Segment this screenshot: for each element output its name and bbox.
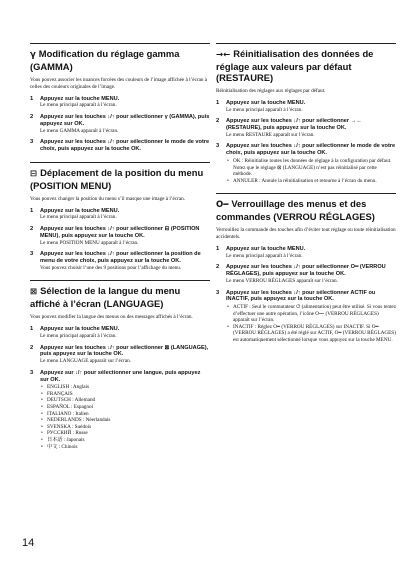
list-item: • ITALIANO : Italien [40, 411, 210, 418]
section-rule [216, 43, 396, 44]
menu-position-step-2: 2 Appuyez sur les touches ↓/↑ pour sélectionner ⊟ (POSITION MENU), puis appuyez sur la touche OK. Le menu POSITION MENU apparaît à l’écran. [30, 225, 200, 246]
language-list [40, 384, 210, 450]
restore-step-3: 3 Appuyez sur les touches ↓/↑ pour sélectionner le mode de votre choix, puis appuyez sur la touche OK. • OK : Réinitialise toutes les données de réglage à la configuration par défaut. Notez que le réglage ⊠ (LANGUAGE) n’est pas réinitialisé par cette méthode. • ANNULER : Annule la réinitialisation et retourne à l’écran du menu. [216, 143, 396, 184]
lock-heading [216, 198, 396, 222]
restore-title: Réinitialisation des données de réglage aux valeurs par défaut (RESTAURE) [216, 48, 374, 83]
menu-position-title: Déplacement de la position du menu (POSITION MENU) [30, 166, 204, 191]
right-column [216, 43, 396, 353]
language-step-3: 3 Appuyez sur ↓/↑ pour sélectionner une langue, puis appuyez sur OK. • ENGLISH : Anglais • FRANÇAIS • DEUTSCH : Allemand • ESPAÑOL : Espagnol • ITALIANO : Italien • NEDERLANDS : Néerlandais • SVENSKA : Suédois • РУССКИЙ : Russe • 日本語 : Japonais • 中文 : Chinois [30, 370, 210, 451]
list-item: • NEDERLANDS : Néerlandais [40, 417, 210, 424]
gamma-step-1: 1 Appuyez sur la touche MENU. Le menu principal apparaît à l’écran. [30, 95, 120, 109]
lock-title: Verrouillage des menus et des commandes (VERROU RÉGLAGES) [216, 198, 375, 223]
list-item: • ESPAÑOL : Espagnol [40, 404, 210, 411]
list-item: • 中文 : Chinois [40, 444, 210, 451]
menu-position-heading [30, 167, 210, 191]
gamma-heading [30, 48, 210, 72]
language-intro: Vous pouvez modifier la langue des menus ou des messages affichés à l’écran. [30, 314, 193, 321]
list-item: • DEUTSCH : Allemand [40, 397, 210, 404]
gamma-section [30, 43, 210, 153]
list-item: • OK : Réinitialise toutes les données de réglage à la configuration par défaut. Notez que le réglage ⊠ (LANGUAGE) n’est pas réinitialisé par cette méthode. [226, 158, 396, 178]
list-item: • 日本語 : Japonais [40, 437, 210, 444]
menu-position-step-3: 3 Appuyez sur les touches ↓/↑ pour sélectionner la position de menu de votre choix, puis appuyez sur la touche OK. Vous pouvez choisir l’une des 9 positions pour l’affichage du menu. [30, 251, 201, 271]
lock-section [216, 193, 396, 343]
menu-position-step-1: 1 Appuyez sur la touche MENU. Le menu principal apparaît à l’écran. [30, 207, 120, 221]
page-number: 14 [22, 537, 35, 549]
lock-intro: Verrouillez la commande des touches afin d’éviter tout réglage ou toute réinitialisation accidentels. [216, 227, 396, 241]
lock-step-2: 2 Appuyez sur les touches ↓/↑ pour sélectionner O━ (VERROU RÉGLAGES), puis appuyez sur la touche OK. Le menu VERROU RÉGLAGES apparaît sur l’écran. [216, 264, 386, 284]
list-item: • ENGLISH : Anglais [40, 384, 210, 391]
gamma-title: Modification du réglage gamma (GAMMA) [30, 48, 180, 72]
restore-step-2: 2 Appuyez sur les touches ↓/↑ pour sélectionner →← (RESTAURE), puis appuyez sur la touche OK. Le menu RESTAURE apparaît sur l’écran. [216, 118, 362, 138]
list-item: • ANNULER : Annule la réinitialisation et retourne à l’écran du menu. [226, 178, 396, 185]
language-icon: ⊠ [30, 287, 38, 298]
section-rule [30, 43, 210, 44]
lock-step-1: 1 Appuyez sur la touche MENU. Le menu principal apparaît à l’écran. [216, 245, 306, 259]
left-column [30, 43, 210, 459]
restore-section [216, 43, 396, 184]
lock-step-3: 3 Appuyez sur les touches ↓/↑ pour sélectionner ACTIF ou INACTIF, puis appuyez sur la touche OK. • ACTIF : Seul le commutateur ⏻ (alimentation) peut être utilisé. Si vous tentez d’effectuer une autre opération, l’icône O━ (VERROU RÉGLAGES) apparaît sur l’écran. • INACTIF : Réglez O━ (VERROU RÉGLAGES) sur INACTIF. Si O━ (VERROU RÉGLAGES) a été réglé sur ACTIF, O━ (VERROU RÉGLAGES) est automatiquement sélectionné lorsque vous appuyez sur la touche MENU. [216, 290, 396, 344]
menu-position-intro: Vous pouvez changer la position du menu s’il masque une image à l’écran. [30, 195, 186, 202]
restore-step-1: 1 Appuyez sur la touche MENU. Le menu principal apparaît à l’écran. [216, 99, 306, 113]
list-item: • РУССКИЙ : Russe [40, 430, 210, 437]
section-rule [30, 162, 210, 163]
menu-position-icon: ⊟ [30, 168, 38, 179]
restore-icon: →← [216, 50, 231, 60]
section-rule [30, 280, 210, 281]
language-heading [30, 285, 210, 309]
key-icon: O━ [216, 200, 229, 211]
section-rule [216, 193, 396, 194]
list-item: • INACTIF : Réglez O━ (VERROU RÉGLAGES) sur INACTIF. Si O━ (VERROU RÉGLAGES) a été réglé sur ACTIF, O━ (VERROU RÉGLAGES) est automatiquement sélectionné lorsque vous appuyez sur la touche MENU. [226, 324, 396, 344]
restore-options [226, 158, 396, 184]
language-step-1: 1 Appuyez sur la touche MENU. Le menu principal apparaît à l’écran. [30, 326, 120, 339]
gamma-intro: Vous pouvez associer les nuances forcées des couleurs de l’image affichée à l’écran à celles des couleurs originales de l’image. [30, 77, 208, 90]
gamma-step-2: 2 Appuyez sur les touches ↓/↑ pour sélectionner γ (GAMMA), puis appuyez sur OK. Le menu GAMMA apparaît à l’écran. [30, 113, 210, 134]
language-section [30, 280, 210, 450]
restore-intro: Réinitialisation des réglages aux réglages par défaut. [216, 88, 326, 94]
gamma-icon: γ [30, 50, 36, 60]
list-item: • FRANÇAIS [40, 391, 210, 398]
lock-options [226, 304, 396, 344]
menu-position-section [30, 162, 210, 272]
list-item: • SVENSKA : Suédois [40, 424, 210, 431]
gamma-step-3: 3 Appuyez sur les touches ↓/↑ pour sélectionner le mode de votre choix, puis appuyez sur la touche OK. [30, 139, 210, 152]
language-step-2: 2 Appuyez sur les touches ↓/↑ pour sélectionner ⊠ (LANGUAGE), puis appuyez sur la touche OK. Le menu LANGUAGE apparaît sur l’écran. [30, 344, 209, 365]
list-item: • ACTIF : Seul le commutateur ⏻ (alimentation) peut être utilisé. Si vous tentez d’effectuer une autre opération, l’icône O━ (VERROU RÉGLAGES) apparaît sur l’écran. [226, 304, 396, 324]
restore-heading [216, 48, 396, 83]
language-title: Sélection de la langue du menu affiché à l’écran (LANGUAGE) [30, 285, 181, 310]
